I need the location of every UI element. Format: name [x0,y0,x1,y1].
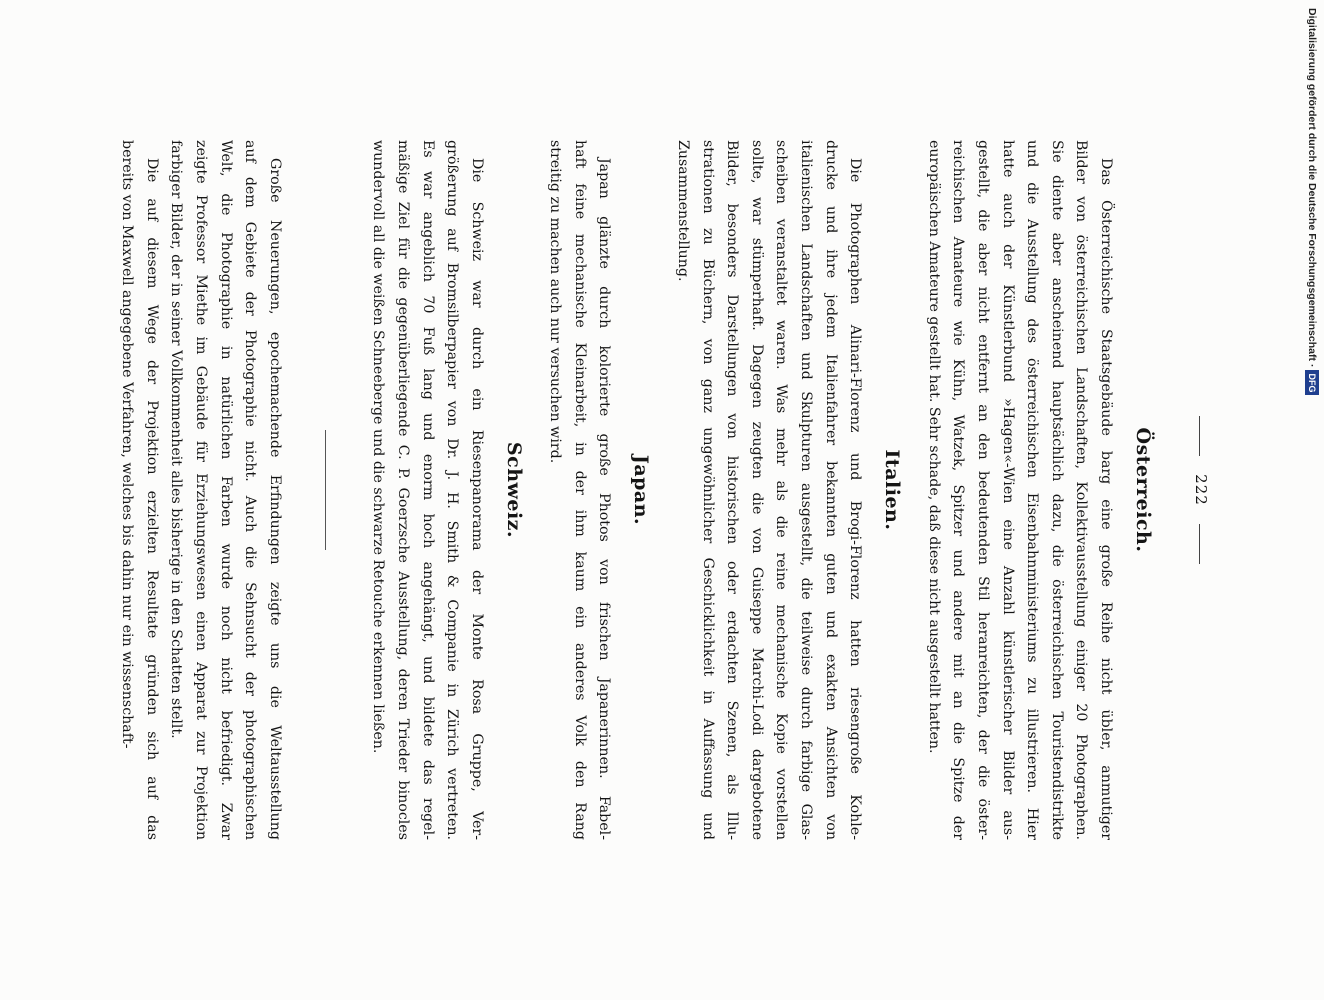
section-heading: Japan. [630,454,653,526]
text-line: sollte, war stümperhaft. Dagegen zeugten die von Guiseppe Marchi-Lodi dargebotene [748,140,765,840]
text-line: Die Schweiz war durch ein Riesenpanorama der Monte Rosa Gruppe, Ver- [468,158,485,840]
text-line: scheiben veranstaltet waren. Was mehr als die reine mechanische Kopie vorstellen [773,140,790,840]
section-paragraph [671,140,868,840]
text-line: Große Neuerungen, epochemachende Erfindungen zeigte uns die Weltausstellung [266,158,283,840]
section-paragraph [543,140,617,840]
text-line: größerung auf Bromsilberpapier von Dr. J. H. Smith & Companie in Zürich vertreten. [444,140,461,840]
text-line: europäischen Amateure gestellt hat. Sehr schade, daß diese nicht ausgestellt hatten. [925,140,942,754]
text-line: gestellt, die aber nicht entfernt an den bedeutenden Stil heranreichten, der die öster- [975,140,992,840]
text-line: Es war angeblich 70 Fuß lang und enorm hoch angehängt, und bildete das regel- [419,140,436,840]
text-line: drucke und ihre jedem Italienfahrer bekannten guten und exakten Ansichten von [822,140,839,840]
credit-text: Digitalisierung gefördert durch die Deutsche Forschungsgemeinschaft [1306,8,1318,361]
text-line: streitig zu machen auch nur versuchen wird. [547,140,564,464]
text-line: Die auf diesem Wege der Projektion erzielten Resultate gründen sich auf das [143,158,160,840]
section-paragraph [921,140,1118,840]
text-line: strationen zu Büchern, von ganz ungewöhnlicher Geschicklichkeit in Auffassung und [699,140,716,840]
text-line: und die Ausstellung des österreichischen Eisenbahnministeriums zu illustrieren. Hier [1024,140,1041,840]
text-line: Japan glänzte durch kolorierte große Photos von frischen Japanerinnen. Fabel- [596,158,613,840]
text-line: Bilder von österreichischen Landschaften, Kollektivausstellung einiger 20 Photographen. [1073,140,1090,840]
closing-paragraph [115,140,164,840]
dfg-logo: DFG [1305,370,1319,395]
text-line: Welt, die Photographie in natürlichen Farben wurde noch nicht befriedigt. Zwar [217,140,234,840]
book-page [110,140,1210,840]
text-line: farbiger Bilder, der in seiner Vollkommenheit alles bisherige in den Schatten stellt. [168,140,185,739]
section-heading: Schweiz. [502,441,525,539]
text-line: Sie diente aber anscheinend hauptsächlich dazu, die österreichischen Touristendistrikte [1048,140,1065,840]
text-line: haft feine mechanische Kleinarbeit, in der ihm kaum ein anderes Volk den Rang [571,140,588,840]
text-line: Das Österreichische Staatsgebäude barg eine große Reihe nicht übler, anmutiger [1098,158,1114,840]
text-line: Bilder, besonders Darstellungen von historischen oder erdachten Szenen, als Illu- [724,140,741,840]
section-heading: Italien. [881,449,904,531]
text-line: italienischen Landschaften und Skulpturen ausgestellt, die teilweise durch farbige Glas- [798,140,815,840]
text-line: mäßige Ziel für die gegenüberliegende C. P. Goerzsche Ausstellung, deren Trieder binocles [394,140,411,840]
text-line: hatte auch der Künstlerbund »Hagen«-Wien eine Anzahl künstlerischer Bilder aus- [999,140,1016,840]
text-line: reichischen Amateure wie Kühn, Watzek, Spitzer und andere mit an die Spitze der [950,140,967,840]
section-divider [325,430,326,550]
text-line: zeigte Professor Miethe im Gebäude für Erziehungswesen einen Apparat zur Projektion [192,140,209,840]
text-line: wundervoll all die weißen Schneeberge und die schwarze Retouche erkennen ließen. [370,140,387,754]
sections [366,140,1154,840]
text-line: auf dem Gebiete der Photographie nicht. Auch die Sehnsucht der photographischen [242,140,259,840]
text-line: bereits von Maxwell angegebene Verfahren, welches bis dahin nur ein wissenschaft- [119,140,136,749]
closing-paragraph [164,140,287,840]
text-line: Zusammenstellung. [675,140,692,282]
page-number: 222 [1192,140,1210,840]
section-heading: Österreich. [1132,427,1154,553]
section-paragraph [366,140,489,840]
closing-text [115,140,287,840]
digitization-credit: Digitalisierung gefördert durch die Deutsche Forschungsgemeinschaft · DFG [1302,8,1324,396]
text-line: Die Photographen Alinari-Florenz und Brogi-Florenz hatten riesengroße Kohle- [847,158,864,840]
